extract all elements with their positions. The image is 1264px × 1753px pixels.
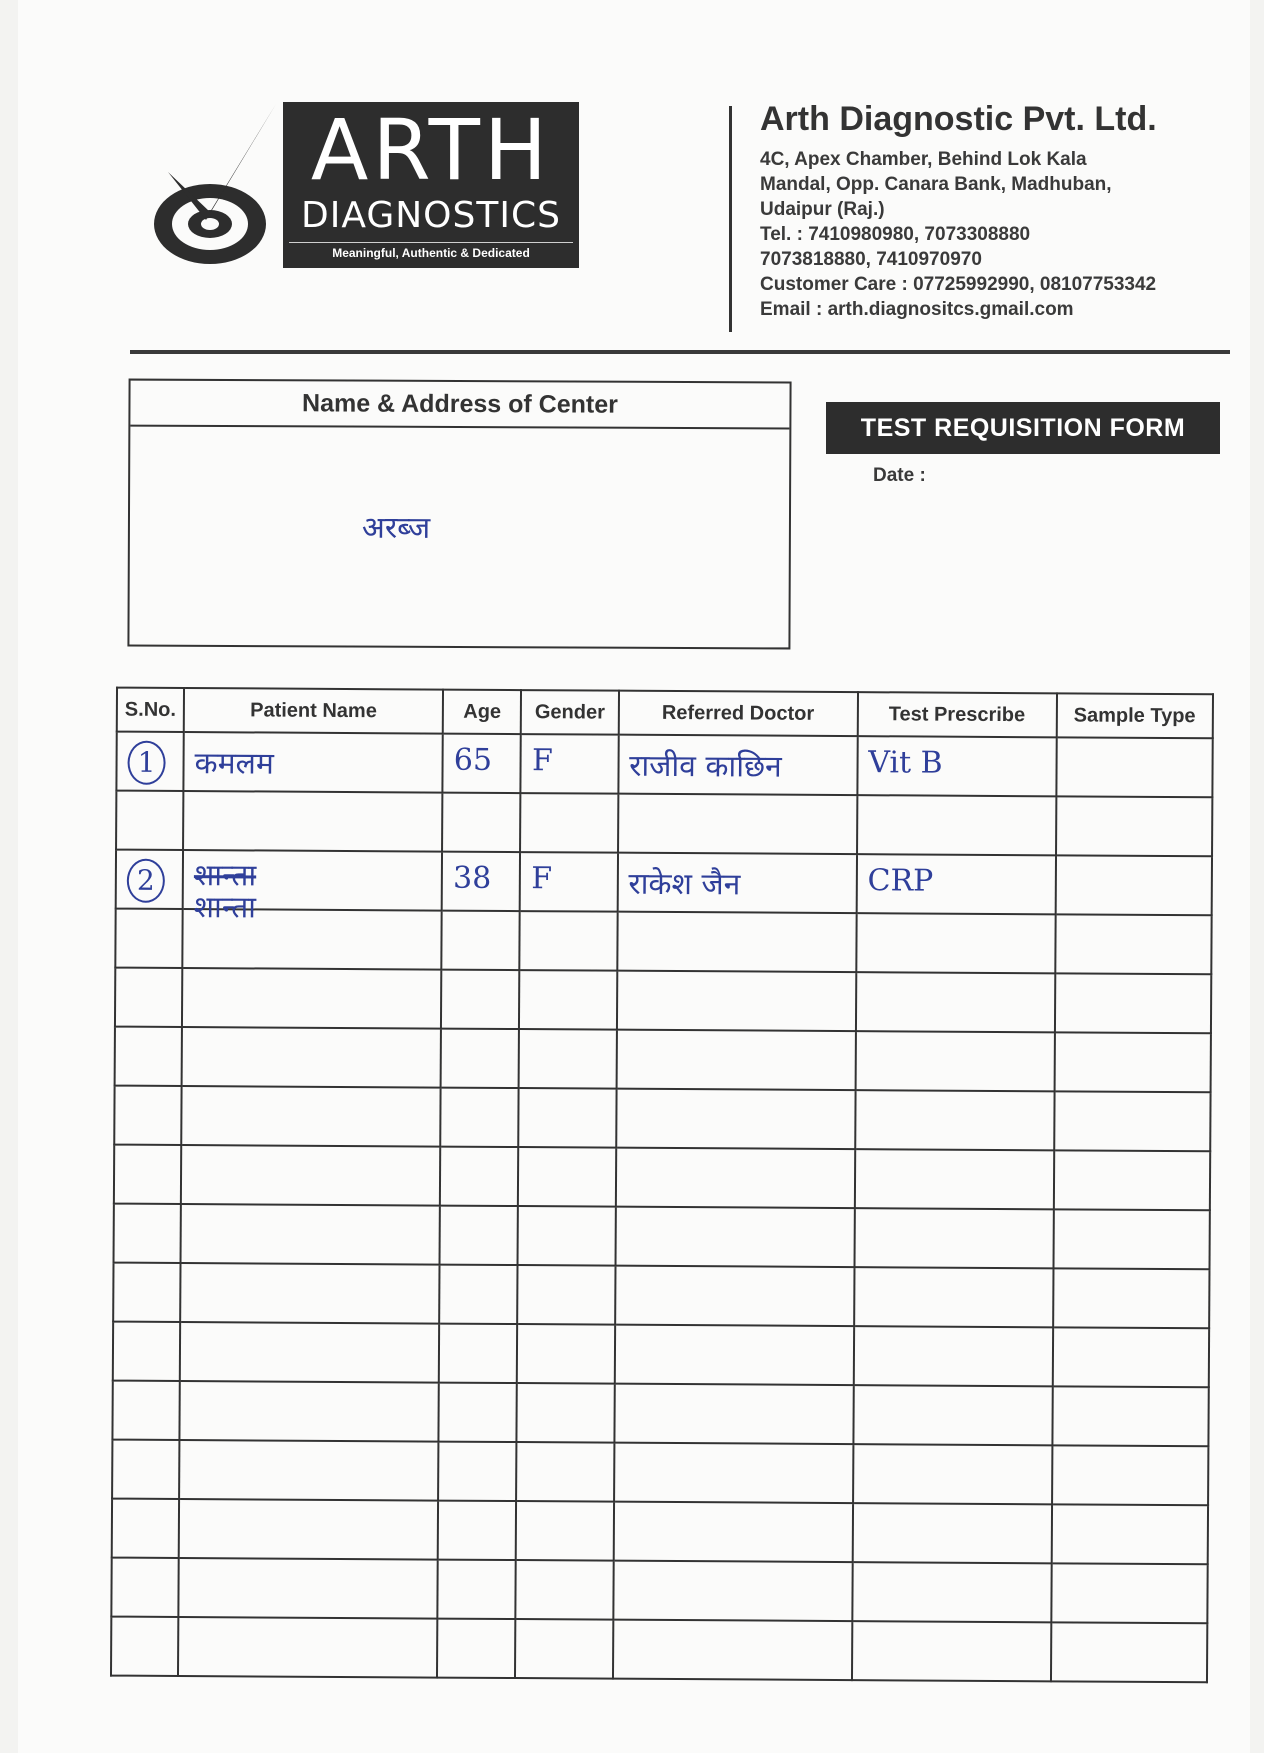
patient-name-cell[interactable] [179,1440,439,1501]
doctor-cell[interactable] [615,1148,854,1208]
doctor-cell[interactable] [618,794,857,854]
sno-cell[interactable] [114,1086,181,1145]
patient-name-value: शान्ता [193,890,257,926]
doctor-cell[interactable] [617,971,856,1031]
age-value: 65 [453,742,493,778]
age-cell[interactable] [442,793,521,852]
test-cell[interactable] [852,1562,1051,1622]
gender-cell[interactable] [518,1206,616,1266]
gender-cell[interactable] [519,970,617,1030]
table-row [112,1499,1208,1565]
sample-cell[interactable] [1053,1268,1210,1328]
patient-name-cell[interactable] [178,1617,438,1678]
sno-cell[interactable] [115,968,182,1027]
logo-wordmark: ARTH [310,101,552,199]
test-cell[interactable] [856,854,1055,914]
table-row [114,1204,1210,1270]
sno-cell[interactable] [111,1558,178,1617]
sample-cell[interactable] [1051,1504,1208,1564]
age-cell[interactable] [438,1560,517,1619]
table-header-row [117,688,1213,739]
sample-cell[interactable] [1055,855,1212,915]
sno-cell[interactable] [116,850,183,909]
sno-cell[interactable] [112,1499,179,1558]
gender-cell[interactable] [516,1501,614,1561]
gender-cell[interactable] [516,1560,614,1620]
sno-cell[interactable] [112,1381,179,1440]
table-row [111,1617,1207,1683]
age-cell[interactable] [439,1265,518,1324]
column-header: S.No. [117,688,184,732]
header-rule [130,350,1230,354]
patient-name-cell[interactable] [182,968,442,1029]
sample-cell[interactable] [1052,1445,1209,1505]
header-divider [729,106,732,332]
sno-cell[interactable] [114,1204,181,1263]
test-cell[interactable] [857,795,1056,855]
sno-cell[interactable] [116,791,183,850]
test-cell[interactable] [856,913,1055,973]
column-header: Referred Doctor [618,691,857,736]
sno-cell[interactable] [112,1440,179,1499]
age-cell[interactable] [438,1442,517,1501]
address-line: 4C, Apex Chamber, Behind Lok Kala [760,149,1087,170]
age-cell[interactable] [439,1324,518,1383]
test-cell[interactable] [853,1385,1052,1445]
address-line: Mandal, Opp. Canara Bank, Madhuban, [760,174,1112,195]
sno-value: 1 [127,741,165,785]
company-name: Arth Diagnostic Pvt. Ltd. [760,100,1157,138]
gender-cell[interactable] [521,734,619,794]
test-cell[interactable] [854,1267,1053,1327]
test-cell[interactable] [856,972,1055,1032]
patient-name-cell[interactable] [181,1145,441,1206]
company-details [760,100,1230,322]
center-heading: Name & Address of Center [130,381,789,430]
age-cell[interactable] [441,970,520,1029]
sample-cell[interactable] [1053,1150,1210,1210]
gender-cell[interactable] [517,1383,615,1443]
sample-cell[interactable] [1056,737,1213,797]
struck-patient-name: शान्ता [193,858,257,894]
age-value: 38 [452,860,492,896]
column-header: Patient Name [184,688,443,734]
sno-cell[interactable] [113,1322,180,1381]
patient-name-cell[interactable] [180,1322,440,1383]
telephone-line: Tel. : 7410980980, 7073308880 [760,224,1031,245]
age-cell[interactable] [441,1029,520,1088]
sample-cell[interactable] [1051,1622,1208,1682]
test-cell[interactable] [857,736,1056,796]
age-cell[interactable] [442,911,521,970]
doctor-value: राकेश जैन [628,866,741,903]
test-cell[interactable] [855,1149,1054,1209]
gender-cell[interactable] [517,1324,615,1384]
table-row [114,1086,1210,1152]
doctor-cell[interactable] [617,853,856,913]
patient-name-cell[interactable] [181,1086,441,1147]
doctor-cell[interactable] [616,1089,855,1149]
sno-cell[interactable] [113,1263,180,1322]
doctor-cell[interactable] [614,1325,853,1385]
sno-cell[interactable] [115,909,182,968]
column-header: Gender [521,690,618,735]
date-label[interactable]: Date : [873,465,926,486]
patient-name-cell[interactable] [180,1263,440,1324]
table-row [116,850,1212,916]
sample-cell[interactable] [1054,1091,1211,1151]
column-header: Age [443,690,521,734]
table-row [116,732,1212,798]
gender-cell[interactable] [520,911,618,971]
test-cell[interactable] [855,1090,1054,1150]
logo-subtitle: DIAGNOSTICS [301,195,561,236]
patient-table-wrap [110,687,1236,1684]
sample-cell[interactable] [1056,796,1213,856]
doctor-value: राजीव काछिन [629,748,782,785]
sno-cell[interactable] [116,732,183,791]
patient-name-cell[interactable] [182,1027,442,1088]
sample-cell[interactable] [1052,1386,1209,1446]
sno-cell[interactable] [114,1145,181,1204]
table-row [111,1558,1207,1624]
test-cell[interactable] [853,1444,1052,1504]
age-cell[interactable] [443,734,522,793]
patient-name-cell[interactable] [178,1558,438,1619]
table-row [115,909,1211,975]
target-check-logo-icon [148,102,278,272]
sno-value: 2 [127,859,165,903]
doctor-cell[interactable] [616,1030,855,1090]
test-cell[interactable] [852,1621,1051,1681]
table-row [113,1322,1209,1388]
test-cell[interactable] [853,1326,1052,1386]
gender-cell[interactable] [518,1147,616,1207]
arth-logo [148,102,583,272]
sample-cell[interactable] [1054,1032,1211,1092]
doctor-cell[interactable] [615,1266,854,1326]
age-cell[interactable] [440,1147,519,1206]
sno-cell[interactable] [111,1617,178,1676]
center-address-box[interactable] [127,379,791,650]
form-title: TEST REQUISITION FORM [826,402,1220,454]
table-row [115,968,1211,1034]
logo-wordmark-box [283,102,579,268]
doctor-cell[interactable] [618,735,857,795]
test-cell[interactable] [854,1208,1053,1268]
age-cell[interactable] [439,1383,518,1442]
email-line: Email : arth.diagnositcs.gmail.com [760,299,1074,320]
doctor-cell[interactable] [614,1443,853,1503]
doctor-cell[interactable] [613,1502,852,1562]
patient-name-cell[interactable] [183,732,443,793]
doctor-cell[interactable] [614,1384,853,1444]
table-row [112,1440,1208,1506]
table-row [115,1027,1211,1093]
sample-cell[interactable] [1052,1327,1209,1387]
patient-name-value: कमलम [194,746,274,782]
patient-name-cell[interactable] [182,909,442,970]
test-cell[interactable] [855,1031,1054,1091]
age-cell[interactable] [440,1206,519,1265]
gender-cell[interactable] [516,1442,614,1502]
customer-care-line: Customer Care : 07725992990, 08107753342 [760,274,1157,295]
column-header: Sample Type [1056,693,1213,738]
doctor-cell[interactable] [617,912,856,972]
gender-cell[interactable] [519,1088,617,1148]
patient-name-cell[interactable] [183,791,443,852]
center-handwritten-entry: अरब्ज [361,510,431,546]
logo-tagline: Meaningful, Authentic & Dedicated [289,242,573,260]
gender-cell[interactable] [519,1029,617,1089]
doctor-cell[interactable] [613,1561,852,1621]
age-cell[interactable] [440,1088,519,1147]
address-line: Udaipur (Raj.) [760,199,885,220]
table-row [114,1145,1210,1211]
requisition-page [18,0,1250,1753]
test-value: CRP [867,863,934,899]
table-row [116,791,1212,857]
gender-cell[interactable] [520,852,618,912]
age-cell[interactable] [437,1619,516,1678]
doctor-cell[interactable] [613,1620,852,1680]
telephone-line: 7073818880, 7410970970 [760,249,982,270]
test-cell[interactable] [852,1503,1051,1563]
patient-name-cell[interactable] [183,850,443,926]
patient-name-cell[interactable] [179,1381,439,1442]
table-row [112,1381,1208,1447]
patient-table [110,687,1214,1684]
sample-cell[interactable] [1053,1209,1210,1269]
patient-name-cell[interactable] [179,1499,439,1560]
sno-cell[interactable] [115,1027,182,1086]
gender-value: F [531,861,553,897]
sample-cell[interactable] [1051,1563,1208,1623]
sample-cell[interactable] [1055,914,1212,974]
test-value: Vit B [868,745,943,781]
age-cell[interactable] [442,852,521,911]
gender-cell[interactable] [520,793,618,853]
patient-name-cell[interactable] [181,1204,441,1265]
doctor-cell[interactable] [615,1207,854,1267]
gender-value: F [531,743,553,779]
table-row [113,1263,1209,1329]
column-header: Test Prescribe [857,692,1056,737]
gender-cell[interactable] [515,1619,613,1679]
sample-cell[interactable] [1054,973,1211,1033]
gender-cell[interactable] [518,1265,616,1325]
age-cell[interactable] [438,1501,517,1560]
